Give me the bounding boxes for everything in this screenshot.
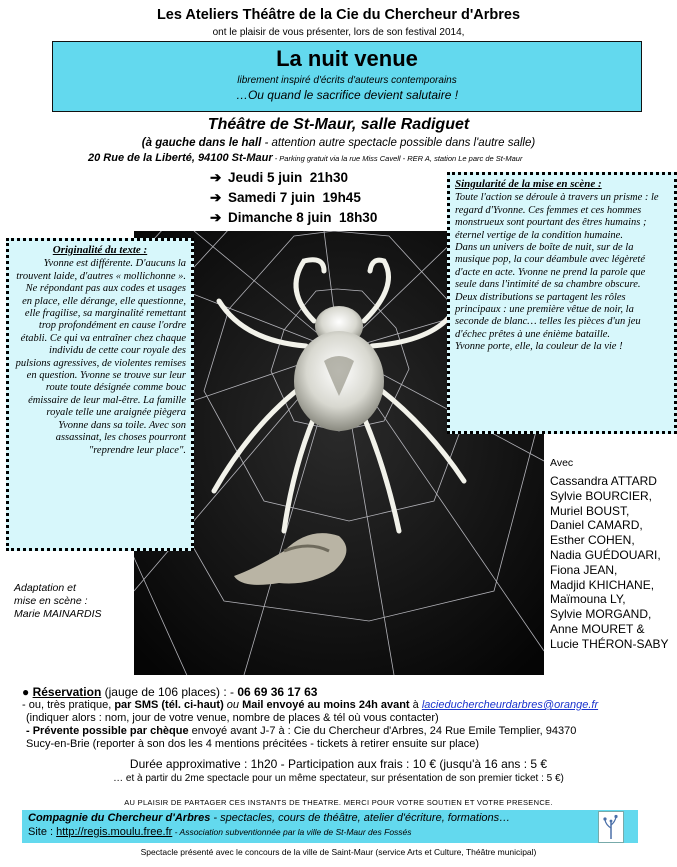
cast-member: Sylvie MORGAND, [550, 607, 652, 622]
reservation-line [22, 686, 662, 699]
cast-member: Anne MOURET & [550, 621, 645, 636]
date-day: Jeudi 5 juin [228, 170, 303, 185]
address: 20 Rue de la Liberté, 94100 St-Maur [88, 152, 273, 164]
sms-or: ou [223, 699, 243, 711]
site-link[interactable]: http://regis.moulu.free.fr [56, 826, 173, 838]
tree-logo-icon [599, 812, 623, 842]
singularite-paragraph: Toute l'action se déroule à travers un prisme : le regard d'Yvonne. Ces femmes et ces hommes monstrueux sont pourtant des êtres humains ; éternel vertige de la condition humaine. [455, 192, 659, 241]
duration-price: Durée approximative : 1h20 - Participation aux frais : 10 € (jusqu'à 16 ans : 5 € [129, 757, 548, 771]
sms-bold: par SMS (tél. ci-haut) [114, 699, 224, 711]
cast-list [550, 474, 677, 652]
company-box [22, 810, 638, 843]
site-label: Site : [28, 826, 57, 838]
cast-member: Fiona JEAN, [550, 562, 618, 577]
cast-member: Cassandra ATTARD [550, 474, 657, 488]
date-time: 21h30 [309, 170, 349, 185]
reservation-section [22, 686, 662, 751]
adaptation-credit [14, 582, 134, 621]
venue-name: Théâtre de St-Maur, salle Radiguet [207, 116, 470, 133]
date-time: 18h30 [339, 210, 378, 225]
mail-to: à [409, 699, 422, 711]
singularite-paragraph: Yvonne porte, elle, la couleur de la vie ! [455, 341, 623, 353]
date-2 [210, 190, 361, 206]
arrow-right-icon: ➔ [210, 170, 222, 185]
title-box [52, 41, 642, 112]
reservation-jauge: (jauge de 106 places) : - [101, 685, 238, 699]
singularite-heading: Singularité de la mise en scène : [455, 178, 602, 190]
reservation-label: Réservation [32, 685, 102, 699]
show-title: La nuit venue [276, 46, 418, 71]
site-line [28, 825, 632, 839]
cast-heading: Avec [550, 457, 574, 469]
adaptation-director: Marie MAINARDIS [14, 608, 102, 620]
org-title: Les Ateliers Théâtre de la Cie du Chercheur d'Arbres [156, 7, 521, 23]
prevente-line [22, 725, 662, 738]
price-discount: … et à partir du 2me spectacle pour un même spectateur, sur présentation de son premier ticket : 5 €) [113, 773, 564, 784]
arrow-right-icon: ➔ [210, 210, 222, 225]
venue-note-bold: (à gauche dans le hall [141, 137, 262, 149]
company-name: Compagnie du Chercheur d'Arbres [28, 812, 211, 824]
originalite-text: Yvonne est différente. D'aucuns la trouvent laide, d'autres « mollichonne ». Ne répondant pas aux codes et usages en place, elle dérange, elle questionne, elle fragilise, sa marginalité remettant trop profondément en cause l'ordre établi. Ce qui va entraîner chez chaque individu de cette cour royale des pulsions agressives, de violentes remises en question. Yvonne se trouve sur leur route toute désignée comme bouc émissaire de leur mal-être. La famille royale telle une araignée piègera Yvonne dans sa toile. Avec son assassinat, les choses pourront "reprendre leur place". [15, 258, 186, 456]
prevente-bold: - Prévente possible par chèque [26, 725, 189, 737]
prevente-address-line: Sucy-en-Brie (reporter à son dos les 4 mentions précitées - tickets à retirer ensuite sur place) [26, 738, 480, 750]
date-day: Samedi 7 juin [228, 190, 316, 205]
org-subtitle: ont le plaisir de vous présenter, lors de son festival 2014, [212, 27, 465, 38]
arrow-right-icon: ➔ [210, 190, 222, 205]
adaptation-line: mise en scène : [14, 595, 88, 607]
sms-text: - ou, très pratique, [22, 699, 115, 711]
association-note: - Association subventionnée par la ville de St-Maur des Fossés [172, 827, 412, 837]
reservation-phone[interactable]: 06 69 36 17 63 [237, 685, 318, 699]
cast-member: Lucie THÉRON-SABY [550, 636, 669, 651]
date-day: Dimanche 8 juin [228, 210, 332, 225]
email-link[interactable]: lacieduchercheurdarbres@orange.fr [421, 699, 599, 711]
singularite-paragraph: Deux distributions se partagent les rôles principaux : une première vêtue de noir, la seconde de blanc… telles les pièces d'un jeu d'échec prêtes à une énième bataille. [455, 291, 641, 340]
reservation-sms-line [22, 699, 662, 712]
date-time: 19h45 [322, 190, 361, 205]
date-3 [210, 210, 377, 226]
company-logo [598, 811, 624, 843]
cast-member: Sylvie BOURCIER, [550, 488, 653, 503]
originalite-box [6, 238, 194, 551]
show-inspired: librement inspiré d'écrits d'auteurs contemporains [237, 75, 457, 86]
parking-info: - Parking gratuit via la rue Miss Cavell - RER A, station Le parc de St-Maur [272, 154, 523, 163]
cast-member: Esther COHEN, [550, 533, 635, 548]
footer-note: Spectacle présenté avec le concours de la ville de Saint-Maur (service Arts et Culture, Théâtre municipal) [140, 847, 537, 857]
cast-member: Madjid KHICHANE, [550, 577, 655, 592]
address-line [88, 152, 677, 164]
company-line [28, 811, 632, 825]
originalite-heading: Originalité du texte : [52, 244, 148, 256]
cast-member: Muriel BOUST, [550, 503, 630, 518]
company-desc: - spectacles, cours de théâtre, atelier d'écriture, formations… [210, 812, 511, 824]
adaptation-line: Adaptation et [14, 582, 76, 594]
mail-bold: Mail envoyé au moins 24h avant [242, 699, 410, 711]
reservation-instructions: (indiquer alors : nom, jour de votre venue, nombre de places & tél où vous contacter) [26, 712, 439, 724]
closing-message: AU PLAISIR DE PARTAGER CES INSTANTS DE THEATRE. MERCI POUR VOTRE SOUTIEN ET VOTRE PRESENCE. [124, 798, 553, 807]
singularite-box [447, 172, 677, 434]
singularite-paragraph: Dans un univers de boîte de nuit, sur de la musique pop, la cour déambule avec légèreté d'acte en acte. Yvonne ne prend la parole que seule dans l'intimité de sa chambre obscure. [455, 242, 646, 291]
date-1 [210, 170, 348, 186]
prevente-rest: envoyé avant J-7 à : Cie du Chercheur d'Arbres, 24 Rue Emile Templier, 94370 [188, 725, 577, 737]
bullet-icon: ● [22, 685, 33, 699]
cast-member: Daniel CAMARD, [550, 518, 643, 533]
cast-member: Nadia GUÉDOUARI, [550, 547, 661, 562]
venue-note-rest: - attention autre spectacle possible dans l'autre salle) [261, 137, 536, 149]
venue-note [0, 137, 677, 149]
cast-member: Maïmouna LY, [550, 592, 626, 607]
show-tagline: …Ou quand le sacrifice devient salutaire ! [235, 88, 459, 102]
